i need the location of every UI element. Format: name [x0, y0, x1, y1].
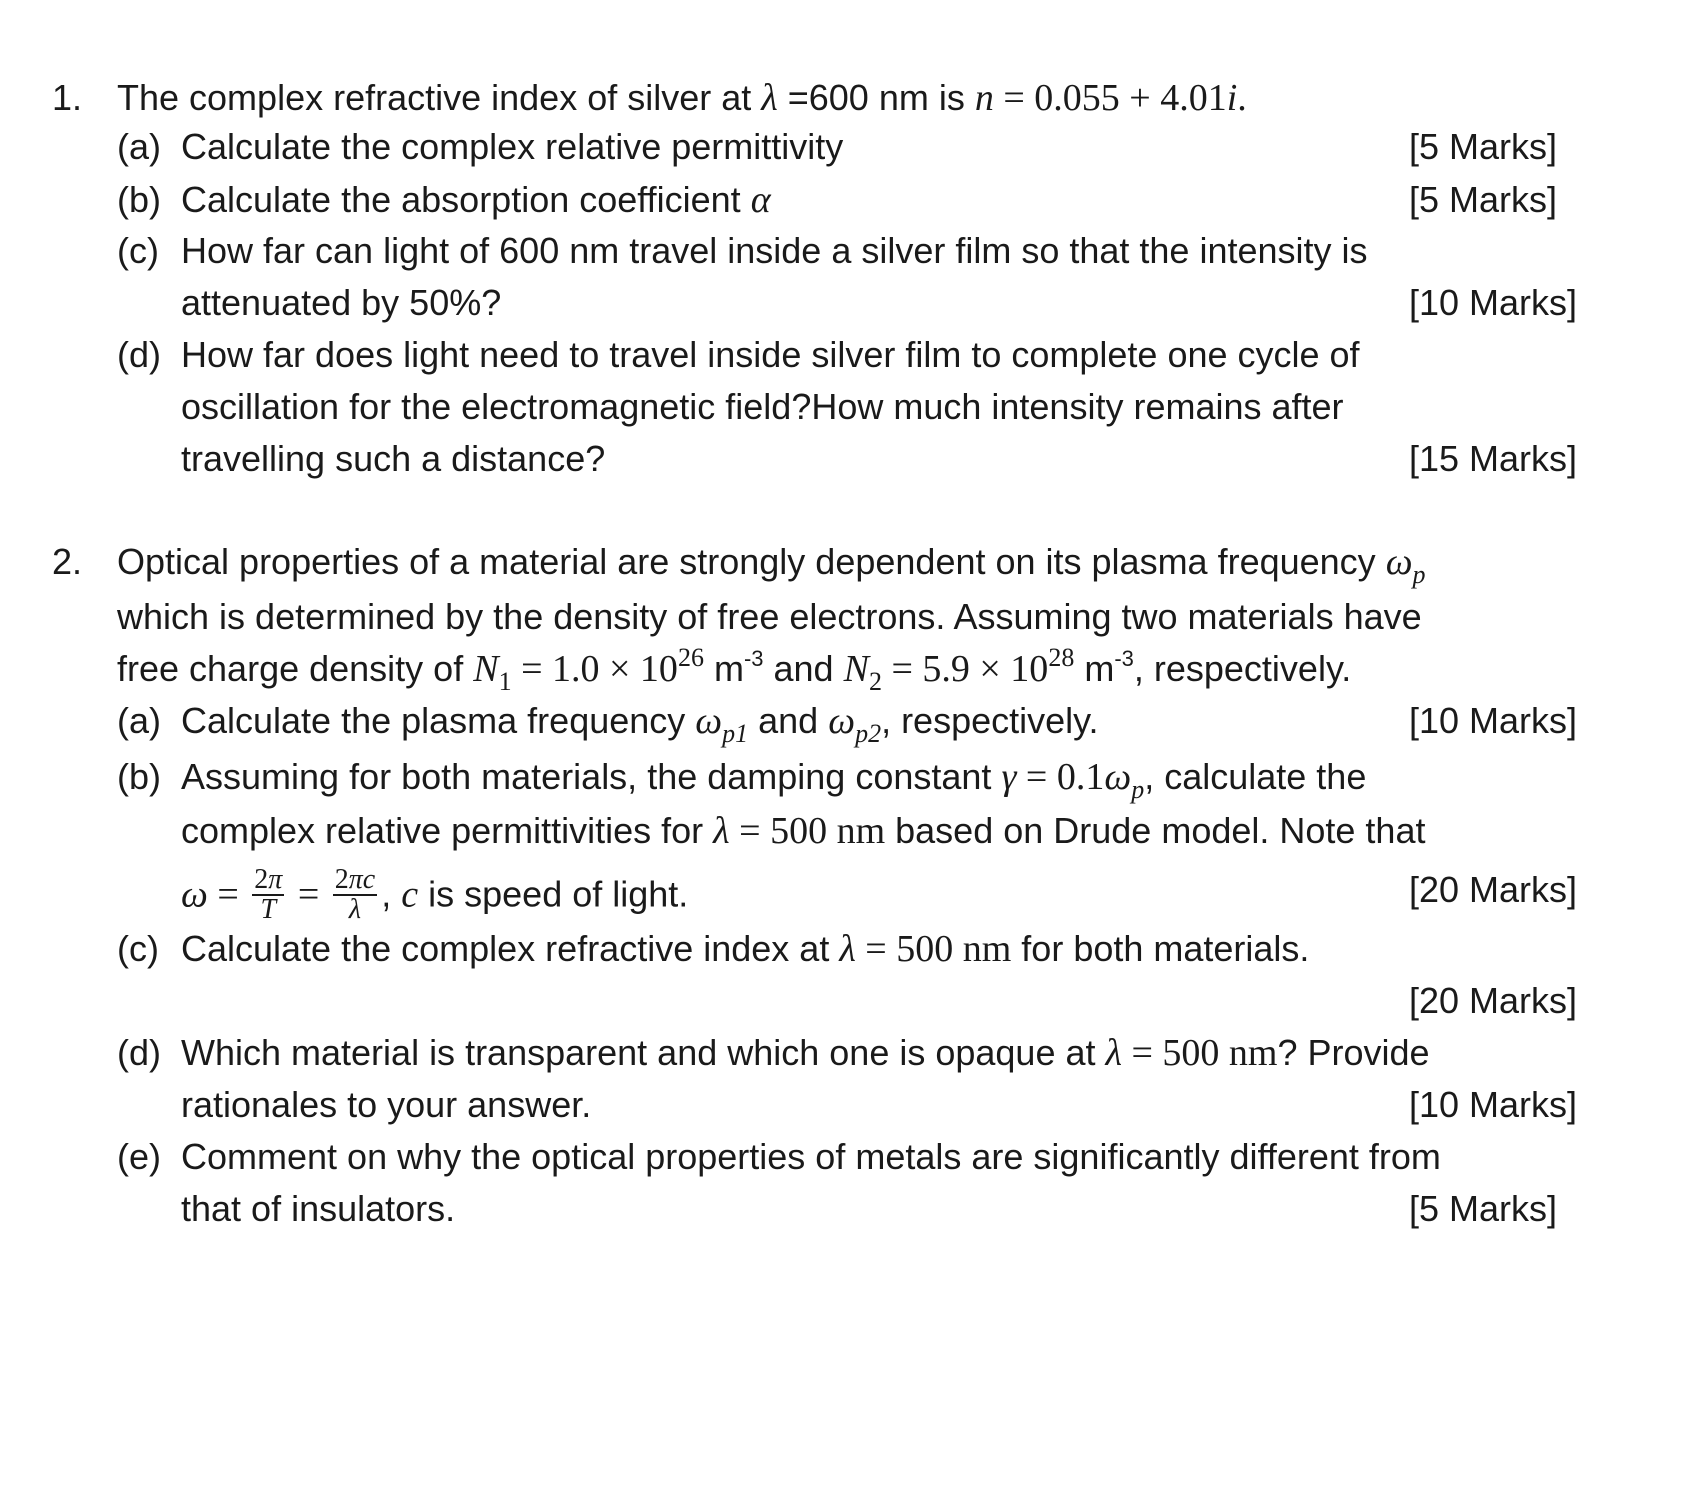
q1b-marks: [5 Marks] [1408, 179, 1557, 220]
N2-unit-exp: -3 [1114, 646, 1134, 671]
lambda-symbol: λ [1105, 1032, 1122, 1074]
q1-stem-end: . [1237, 77, 1247, 119]
N1-symbol: N [473, 648, 499, 690]
q1a-marks: [5 Marks] [1408, 126, 1557, 167]
omega-symbol: ω [1385, 541, 1413, 583]
omega-p-symbol: ω [1104, 756, 1132, 798]
q2b-line2 [181, 809, 1425, 853]
q2-stem-and: and [763, 648, 844, 689]
q1c-marks: [10 Marks] [1408, 282, 1577, 323]
q2e-line1: Comment on why the optical properties of metals are significantly different from [181, 1136, 1441, 1177]
q2-stem-resp: , respectively. [1133, 648, 1352, 689]
q2b-line3-text: is speed of light. [418, 873, 689, 915]
q2-stem-line3 [117, 643, 1352, 696]
q2c-text1: Calculate the complex refractive index at [181, 928, 840, 969]
q2d-line2: rationales to your answer. [181, 1084, 592, 1125]
i-symbol: i [1226, 77, 1238, 119]
q1d-marks: [15 Marks] [1408, 438, 1577, 479]
omega-p1-sub: p1 [722, 719, 749, 748]
lambda-value: = 500 nm [855, 928, 1012, 970]
omega-p2-symbol: ω [828, 700, 856, 742]
q2c-label: (c) [117, 928, 159, 969]
q2d-line1 [181, 1031, 1430, 1075]
q1d-label: (d) [117, 334, 161, 375]
q2c-marks: [20 Marks] [1408, 980, 1577, 1021]
N1-unit: m [703, 648, 744, 689]
q2c-text [181, 927, 1309, 971]
c-symbol: c [401, 873, 419, 916]
q2d-marks: [10 Marks] [1408, 1084, 1577, 1125]
q1-stem-value: 0.055 + 4.01 [1034, 77, 1227, 119]
q2b-line3 [181, 864, 689, 926]
gamma-symbol: γ [1001, 756, 1017, 798]
q2b-marks: [20 Marks] [1408, 869, 1577, 910]
N1-sub: 1 [498, 667, 512, 696]
q2-stem-line1 [117, 540, 1426, 589]
comma: , [381, 873, 392, 915]
omega-p2-sub: p2 [855, 719, 882, 748]
q2-stem-line1-text: Optical properties of a material are strongly dependent on its plasma frequency [117, 541, 1386, 582]
N1-value: = 1.0 × 10 [511, 648, 678, 690]
q2-stem-line3-text: free charge density of [117, 648, 474, 689]
q2d-label: (d) [117, 1032, 161, 1073]
q1c-line1: How far can light of 600 nm travel inside a silver film so that the intensity is [181, 230, 1368, 271]
q2d-text1: Which material is transparent and which one is opaque at [181, 1032, 1106, 1073]
lambda-symbol: λ [761, 77, 778, 119]
q1-stem-text1: The complex refractive index of silver at [117, 77, 762, 118]
q2b-line1-text: Assuming for both materials, the damping constant [181, 756, 1002, 797]
equals-sign: = [207, 873, 249, 916]
lambda-symbol: λ [713, 810, 730, 852]
gamma-eq: = 0.1 [1016, 756, 1105, 798]
q2b-line2-end: based on Drude model. Note that [885, 810, 1426, 851]
fraction-2pic-over-lambda: $\frac{2\pi c}{\lambda}$ [334, 864, 376, 925]
lambda-value: = 500 nm [729, 810, 886, 852]
q1c-line2: attenuated by 50%? [181, 282, 502, 323]
q2-stem-line2: which is determined by the density of free electrons. Assuming two materials have [117, 596, 1422, 637]
q2b-line1 [181, 755, 1367, 804]
q2e-line2: that of insulators. [181, 1188, 456, 1229]
q2c-text2: for both materials. [1011, 928, 1310, 969]
q1d-line3: travelling such a distance? [181, 438, 606, 479]
N1-unit-exp: -3 [743, 646, 764, 671]
q2a-text [181, 699, 1099, 748]
q1a-text: Calculate the complex relative permittivity [181, 126, 844, 167]
N1-exp: 26 [677, 643, 704, 672]
N2-exp: 28 [1048, 643, 1075, 672]
omega-p1-symbol: ω [695, 700, 723, 742]
q2a-text2: , respectively. [881, 700, 1099, 741]
fraction-2pi-over-T: $\frac{2\pi}{T}$ [254, 864, 283, 925]
q1b-text-main: Calculate the absorption coefficient [181, 179, 751, 220]
q1-stem-eq: = [993, 77, 1035, 119]
equals-sign-2: = [288, 873, 329, 916]
n-symbol: n [974, 77, 994, 119]
q2e-marks: [5 Marks] [1408, 1188, 1557, 1229]
q2b-line2-text: complex relative permittivities for [181, 810, 714, 851]
N2-value: = 5.9 × 10 [881, 648, 1049, 690]
q1b-text [181, 178, 771, 222]
q1d-line2: oscillation for the electromagnetic field?How much intensity remains after [181, 386, 1344, 427]
q2b-line1-end: , calculate the [1144, 756, 1367, 797]
q1-stem-text2: =600 nm is [777, 77, 975, 118]
q1b-label: (b) [117, 179, 161, 220]
q1c-label: (c) [117, 230, 159, 271]
q1a-label: (a) [117, 126, 161, 167]
lambda-value: = 500 nm [1121, 1032, 1278, 1074]
omega-sub-p: p [1412, 560, 1426, 589]
q1d-line1: How far does light need to travel inside silver film to complete one cycle of [181, 334, 1360, 375]
lambda-symbol: λ [839, 928, 856, 970]
alpha-symbol: α [750, 179, 771, 221]
q2d-text2: ? Provide [1277, 1032, 1430, 1073]
q2a-label: (a) [117, 700, 161, 741]
q1-number: 1. [52, 77, 83, 118]
q2e-label: (e) [117, 1136, 161, 1177]
q2b-label: (b) [117, 756, 161, 797]
q1-stem [117, 76, 1247, 120]
q2a-text1: Calculate the plasma frequency [181, 700, 696, 741]
N2-symbol: N [843, 648, 869, 690]
q2a-and: and [748, 700, 829, 741]
q2-number: 2. [52, 541, 83, 582]
omega-symbol: ω [181, 873, 208, 916]
omega-p-sub: p [1131, 775, 1145, 804]
N2-unit: m [1074, 648, 1115, 689]
q2a-marks: [10 Marks] [1408, 700, 1577, 741]
N2-sub: 2 [868, 667, 882, 696]
